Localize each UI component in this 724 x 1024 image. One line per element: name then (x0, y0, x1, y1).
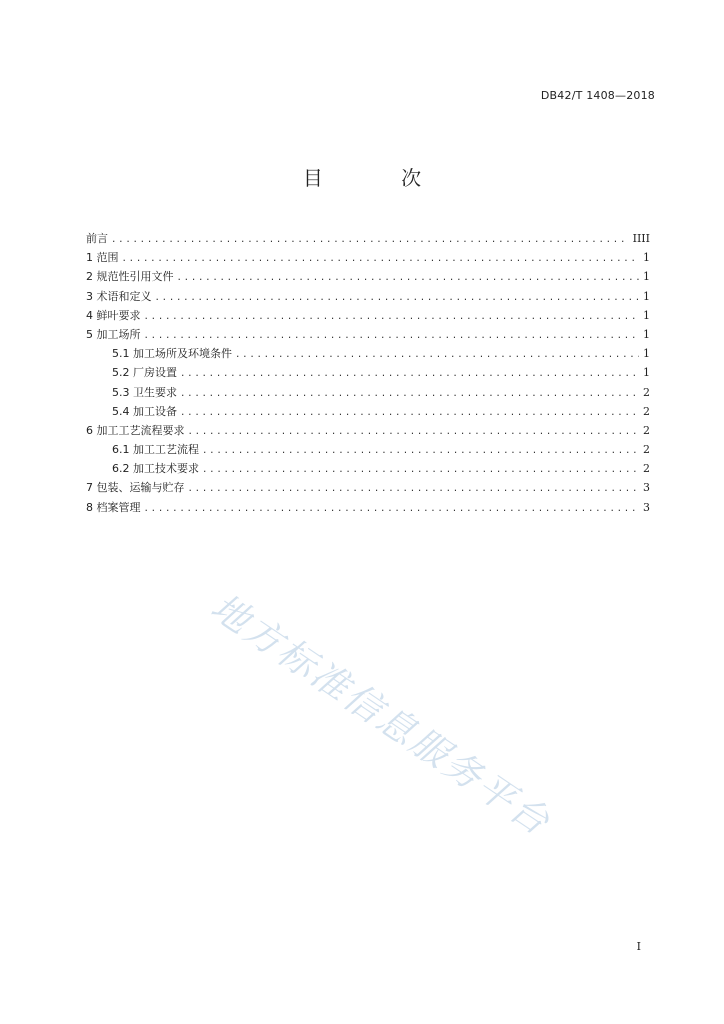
toc-leader-dots (122, 250, 640, 267)
toc-entry-fresh-leaf-requirements[interactable] (86, 306, 650, 325)
document-code: DB42/T 1408—2018 (540, 89, 655, 102)
toc-page-number: 2 (643, 423, 650, 437)
toc-leader-dots (188, 423, 640, 440)
toc-page-number: 2 (643, 443, 650, 457)
toc-entry-processing-site[interactable] (86, 325, 650, 344)
toc-page-number: 1 (643, 270, 650, 284)
toc-page-number: 1 (643, 289, 650, 303)
toc-leader-dots (180, 404, 639, 421)
toc-page-number: 1 (643, 251, 650, 265)
toc-page-number: 3 (643, 500, 650, 514)
toc-leader-dots (202, 442, 639, 459)
toc-entry-label: 2 规范性引用文件 (86, 270, 174, 284)
toc-entry-label: 5.2 厂房设置 (112, 366, 177, 380)
toc-leader-dots (144, 500, 640, 517)
toc-page-number: 1 (643, 327, 650, 341)
toc-entry-label: 6.2 加工技术要求 (112, 462, 199, 476)
page-number: I (636, 940, 641, 953)
toc-entry-scope[interactable] (86, 248, 650, 267)
toc-entry-packaging-transport-storage[interactable] (86, 478, 650, 497)
toc-leader-dots (144, 308, 640, 325)
table-of-contents (86, 229, 650, 517)
toc-leader-dots (144, 327, 640, 344)
toc-entry-process-flow[interactable] (86, 440, 650, 459)
toc-entry-label: 前言 (86, 232, 108, 245)
toc-page-number: 2 (643, 404, 650, 418)
toc-leader-dots (180, 365, 639, 382)
toc-entry-label: 5.3 卫生要求 (112, 385, 177, 399)
toc-page-number: 1 (643, 366, 650, 380)
toc-entry-process-flow-requirements[interactable] (86, 421, 650, 440)
toc-entry-label: 6.1 加工工艺流程 (112, 443, 199, 457)
toc-leader-dots (188, 480, 640, 497)
toc-leader-dots (111, 231, 629, 248)
toc-entry-processing-equipment[interactable] (86, 402, 650, 421)
toc-entry-label: 7 包装、运输与贮存 (86, 481, 185, 495)
toc-entry-label: 4 鲜叶要求 (86, 308, 141, 322)
toc-page-number: 2 (643, 462, 650, 476)
toc-entry-normative-references[interactable] (86, 267, 650, 286)
toc-leader-dots (155, 289, 640, 306)
toc-page-number: 1 (643, 347, 650, 361)
toc-entry-label: 5 加工场所 (86, 327, 141, 341)
toc-entry-site-environment[interactable] (86, 344, 650, 363)
toc-leader-dots (202, 461, 639, 478)
toc-entry-label: 1 范围 (86, 251, 119, 265)
toc-entry-label: 5.1 加工场所及环境条件 (112, 347, 232, 361)
toc-page-number: 2 (643, 385, 650, 399)
watermark: 地方标准信息服务平台 (203, 585, 559, 845)
toc-entry-label: 6 加工工艺流程要求 (86, 423, 185, 437)
toc-entry-foreword[interactable] (86, 229, 650, 248)
toc-entry-plant-setup[interactable] (86, 363, 650, 382)
toc-leader-dots (235, 346, 639, 363)
toc-page-number: 3 (643, 481, 650, 495)
toc-entry-label: 8 档案管理 (86, 500, 141, 514)
toc-entry-terms-definitions[interactable] (86, 287, 650, 306)
toc-entry-technical-requirements[interactable] (86, 459, 650, 478)
page-title: 目 次 (302, 166, 458, 190)
toc-page-number: IIII (632, 232, 650, 245)
toc-leader-dots (177, 269, 640, 286)
toc-entry-label: 3 术语和定义 (86, 289, 152, 303)
toc-page-number: 1 (643, 308, 650, 322)
toc-entry-hygiene-requirements[interactable] (86, 383, 650, 402)
toc-entry-label: 5.4 加工设备 (112, 404, 177, 418)
toc-leader-dots (180, 385, 639, 402)
toc-entry-records-management[interactable] (86, 498, 650, 517)
